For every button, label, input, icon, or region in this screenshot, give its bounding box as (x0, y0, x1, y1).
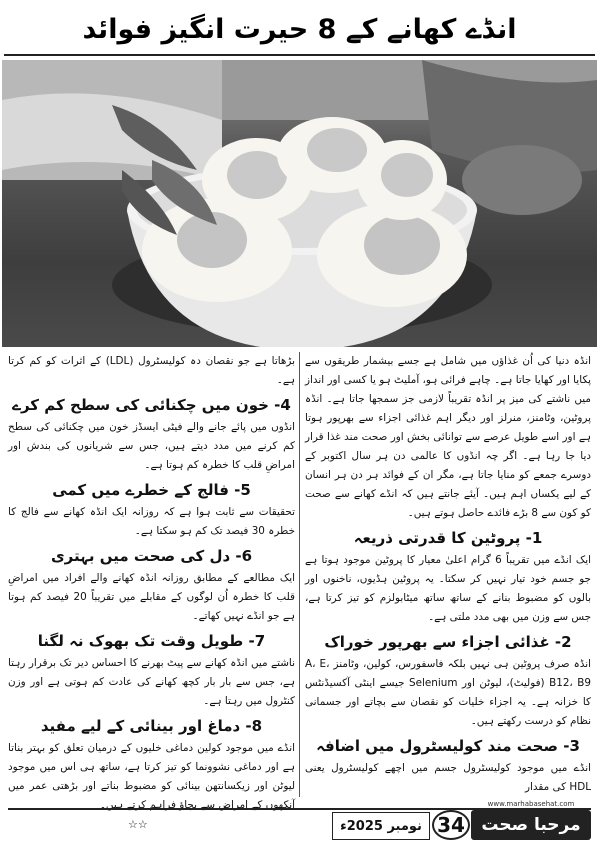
heading-nutrients: 2- غذائی اجزاء سے بھرپور خوراک (324, 633, 572, 651)
heading-brain-eyes: 8- دماغ اور بینائی کے لیے مفید (40, 717, 263, 735)
intro-paragraph: انڈہ دنیا کی اُن غذاؤں میں شامل ہے جسے بیشمار طریقوں سے پکایا اور کھایا جاتا ہے۔ چاہے فرائی ہو، آملیٹ ہو یا کسی اور انداز میں ناشتے کی میز پر انڈہ تقریباً لازمی جز سمجھا جاتا ہے۔ انڈہ پروٹین، وٹامنز، منرلز اور دیگر اہم غذائی اجزاء سے بھرپور ہوتا ہے اور اسے طویل عرصے سے توانائی بخش اور صحت مند غذا قرار دیا جا رہا ہے۔ اگر چہ انڈوں کا عالمی دن ہر سال اکتوبر کے دوسرے جمعے کو منایا جاتا ہے، مگر ان کے فوائد ہر دن ہر انسان کے لیے یکساں اہم ہیں۔ آیئے جانتے ہیں کہ انڈے کھانے سے صحت کو کون سے 8 بڑے فائدے حاصل ہوتے ہیں۔ (305, 355, 591, 519)
brand-url: www.marhabasehat.com (487, 800, 575, 808)
heading-protein: 1- پروٹین کا قدرتی ذریعہ (353, 529, 543, 547)
column-divider (299, 352, 300, 797)
issue-date: نومبر 2025ء (332, 812, 430, 840)
issue-number: 34 (432, 810, 470, 840)
brand-logo: مرحبا صحت (471, 810, 591, 840)
right-column (305, 352, 591, 792)
cholesterol-paragraph: انڈے میں موجود کولیسٹرول جسم میں اچھے کولیسٹرول یعنی HDL کی مقدار (305, 762, 591, 793)
footer (8, 800, 591, 844)
blood-fat-paragraph: انڈوں میں پائے جانے والے فیٹی ایسڈز خون میں چکنائی کی سطح کم کرنے میں مدد دیتے ہیں، جس سے شریانوں کی بندش اور امراضِ قلب کا خطرہ کم ہوتا ہے۔ (8, 421, 295, 471)
nutrients-paragraph: انڈہ صرف پروٹین ہی نہیں بلکہ فاسفورس، کولین، وٹامنز A، E، B12، B9 (فولیٹ)، لیوٹن اور Selenium جیسے اینٹی آکسیڈنٹس کا خزانہ ہے۔ یہ اجزاء خلیات کو نقصان سے بچاتے اور جسمانی نظام کو درست رکھتے ہیں۔ (305, 658, 591, 727)
title-bar (4, 4, 595, 56)
heading-stroke: 5- فالج کے خطرے میں کمی (52, 481, 251, 499)
satiety-paragraph: ناشتے میں انڈہ کھانے سے پیٹ بھرنے کا احساس دیر تک برقرار رہتا ہے، جس سے بار بار کچھ کھانے کی عادت کم ہوتی ہے اور وزن کنٹرول میں رہتا ہے۔ (8, 657, 295, 707)
cholesterol-continued: بڑھاتا ہے جو نقصان دہ کولیسٹرول (LDL) کے اثرات کو کم کرتا ہے۔ (8, 355, 295, 386)
heart-paragraph: ایک مطالعے کے مطابق روزانہ انڈہ کھانے والے افراد میں امراضِ قلب کا خطرہ اُن لوگوں کے مقابلے میں تقریباً 20 فیصد کم ہوتا ہے جو انڈے نہیں کھاتے۔ (8, 572, 295, 622)
heading-blood-fat: 4- خون میں چکنائی کی سطح کم کرے (12, 396, 291, 414)
left-column (8, 352, 295, 831)
page-title: انڈے کھانے کے 8 حیرت انگیز فوائد (82, 13, 517, 45)
end-stars: ☆☆ (128, 818, 148, 831)
heading-satiety: 7- طویل وقت تک بھوک نہ لگنا (37, 632, 266, 650)
heading-cholesterol: 3- صحت مند کولیسٹرول میں اضافہ (316, 737, 580, 755)
protein-paragraph: ایک انڈے میں تقریباً 6 گرام اعلیٰ معیار کا پروٹین موجود ہوتا ہے جو جسم خود تیار نہیں کر سکتا۔ یہ پروٹین ہڈیوں، ناخنوں اور بالوں کو مضبوط بنانے کے ساتھ ساتھ میٹابولزم کو تیز کرتا ہے، جس سے وزن میں بھی مدد ملتی ہے۔ (305, 554, 592, 623)
stroke-paragraph: تحقیقات سے ثابت ہوا ہے کہ روزانہ ایک انڈہ کھانے سے فالج کا خطرہ 30 فیصد تک کم ہو سکتا ہے۔ (8, 506, 295, 537)
egg-bowl-illustration (2, 60, 597, 347)
brain-eyes-paragraph: انڈے میں موجود کولین دماغی خلیوں کے درمیان تعلق کو بہتر بناتا ہے اور دماغی نشوونما کو تیز کرتا ہے، ساتھ ہی اس میں موجود لیوٹن اور زیکسانتھن بینائی کو مضبوط بناتے اور بڑھتی عمر میں آنکھوں کے امراض سے بچاؤ فراہم کرتے ہیں۔ (8, 742, 295, 811)
egg-bowl-photo (2, 60, 597, 347)
heading-heart: 6- دل کی صحت میں بہتری (50, 547, 253, 565)
